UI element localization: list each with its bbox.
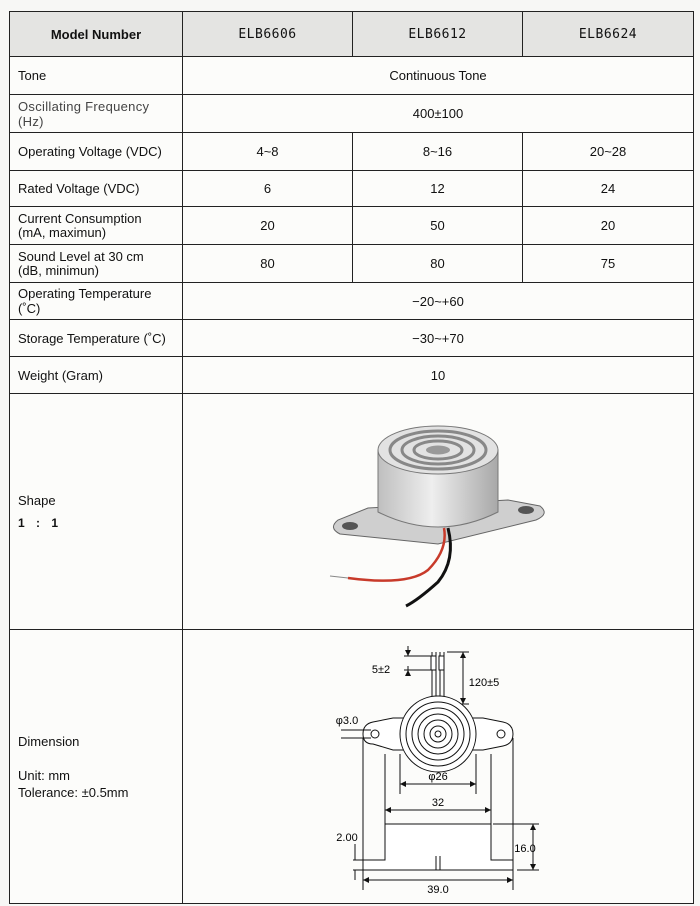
current-6612: 50 — [353, 207, 523, 245]
row-shape — [10, 394, 694, 630]
rated-voltage-label: Rated Voltage (VDC) — [10, 171, 183, 207]
rated-voltage-6612: 12 — [353, 171, 523, 207]
operating-voltage-6612: 8~16 — [353, 133, 523, 171]
tone-value: Continuous Tone — [183, 57, 694, 95]
operating-voltage-6606: 4~8 — [183, 133, 353, 171]
operating-voltage-6624: 20~28 — [523, 133, 694, 171]
row-sound — [10, 245, 694, 283]
row-rated-voltage — [10, 171, 694, 207]
dimension-drawing — [333, 634, 543, 896]
weight-value: 10 — [183, 357, 694, 394]
flange-hole-right — [518, 506, 534, 514]
buzzer-body — [378, 426, 498, 527]
dim-hole: φ3.0 — [335, 715, 359, 727]
frequency-label: Oscillating Frequency (Hz) — [10, 95, 183, 133]
header-row — [10, 12, 694, 57]
operating-temperature-label: Operating Temperature (˚C) — [10, 283, 183, 320]
tone-label: Tone — [10, 57, 183, 95]
dimension-unit: Unit: mm — [18, 767, 70, 783]
flange-hole-left — [342, 522, 358, 530]
dimension-tolerance: Tolerance: ±0.5mm — [18, 784, 129, 800]
current-label-line1: Current Consumption — [18, 210, 142, 226]
row-operating-temperature — [10, 283, 694, 320]
storage-temperature-label: Storage Temperature (˚C) — [10, 320, 183, 357]
header-label: Model Number — [10, 12, 183, 57]
dimension-label: Dimension — [18, 733, 80, 749]
dim-flange-thickness: 2.00 — [336, 832, 358, 844]
current-6624: 20 — [523, 207, 694, 245]
current-6606: 20 — [183, 207, 353, 245]
shape-scale: 1 : 1 — [18, 516, 63, 530]
dim-lead-strip: 5±2 — [371, 664, 391, 676]
dim-lead-length: 120±5 — [468, 677, 500, 689]
dim-body-diameter: φ26 — [428, 771, 448, 783]
sound-label-line2: (dB, minimun) — [18, 262, 99, 278]
spec-table — [9, 11, 694, 904]
row-storage-temperature — [10, 320, 694, 357]
operating-voltage-label: Operating Voltage (VDC) — [10, 133, 183, 171]
shape-image-cell — [183, 394, 694, 630]
model-elb6612: ELB6612 — [353, 12, 523, 57]
shape-label: Shape — [18, 493, 56, 508]
row-current — [10, 207, 694, 245]
sound-6606: 80 — [183, 245, 353, 283]
sound-6612: 80 — [353, 245, 523, 283]
dim-height: 16.0 — [514, 843, 536, 855]
sound-label — [10, 245, 183, 283]
model-elb6624: ELB6624 — [523, 12, 694, 57]
sound-label-line1: Sound Level at 30 cm — [18, 248, 144, 264]
storage-temperature-value: −30~+70 — [183, 320, 694, 357]
dim-width-32: 32 — [431, 797, 445, 809]
row-frequency — [10, 95, 694, 133]
rated-voltage-6606: 6 — [183, 171, 353, 207]
model-elb6606: ELB6606 — [183, 12, 353, 57]
weight-label: Weight (Gram) — [10, 357, 183, 394]
dimension-drawing-cell — [183, 630, 694, 904]
current-label — [10, 207, 183, 245]
row-weight — [10, 357, 694, 394]
rated-voltage-6624: 24 — [523, 171, 694, 207]
row-tone — [10, 57, 694, 95]
buzzer-photo-illustration — [288, 410, 588, 610]
row-dimension — [10, 630, 694, 904]
shape-label-cell — [10, 394, 183, 630]
frequency-value: 400±100 — [183, 95, 694, 133]
operating-temperature-value: −20~+60 — [183, 283, 694, 320]
dim-total-width: 39.0 — [427, 884, 449, 896]
row-operating-voltage — [10, 133, 694, 171]
current-label-line2: (mA, maximun) — [18, 224, 107, 240]
sound-6624: 75 — [523, 245, 694, 283]
dimension-label-cell — [10, 630, 183, 904]
